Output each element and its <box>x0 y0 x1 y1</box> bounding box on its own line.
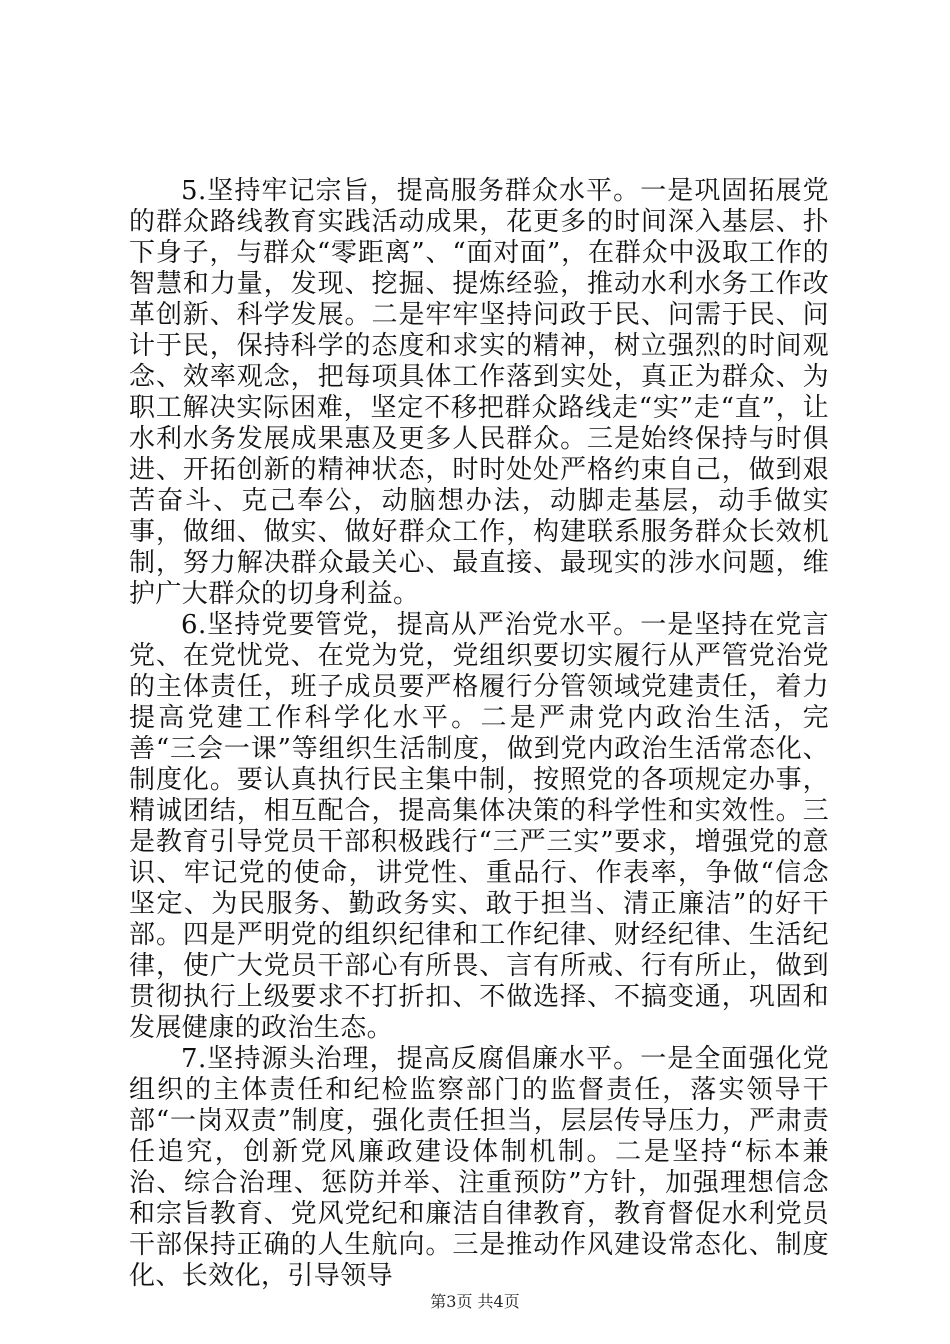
paragraph-item-7: 7.坚持源头治理，提高反腐倡廉水平。一是全面强化党组织的主体责任和纪检监察部门的监督责任，落实领导干部“一岗双责”制度，强化责任担当，层层传导压力，严肃责任追究，创新党风廉政建设体制机制。二是坚持“标本兼治、综合治理、惩防并举、注重预防”方针，加强理想信念和宗旨教育、党风党纪和廉洁自律教育，教育督促水利党员干部保持正确的人生航向。三是推动作风建设常态化、制度化、长效化，引导领导 <box>129 1044 829 1291</box>
paragraph-item-6: 6.坚持党要管党，提高从严治党水平。一是坚持在党言党、在党忧党、在党为党，党组织要切实履行从严管党治党的主体责任，班子成员要严格履行分管领域党建责任，着力提高党建工作科学化水平。二是严肃党内政治生活，完善“三会一课”等组织生活制度，做到党内政治生活常态化、制度化。要认真执行民主集中制，按照党的各项规定办事，精诚团结，相互配合，提高集体决策的科学性和实效性。三是教育引导党员干部积极践行“三严三实”要求，增强党的意识、牢记党的使命，讲党性、重品行、作表率，争做“信念坚定、为民服务、勤政务实、敢于担当、清正廉洁”的好干部。四是严明党的组织纪律和工作纪律、财经纪律、生活纪律，使广大党员干部心有所畏、言有所戒、行有所止，做到贯彻执行上级要求不打折扣、不做选择、不搞变通，巩固和发展健康的政治生态。 <box>129 610 829 1043</box>
page-footer: 第3页 共4页 <box>430 1292 520 1311</box>
paragraph-item-5: 5.坚持牢记宗旨，提高服务群众水平。一是巩固拓展党的群众路线教育实践活动成果，花更多的时间深入基层、扑下身子，与群众“零距离”、“面对面”，在群众中汲取工作的智慧和力量，发现、挖掘、提炼经验，推动水利水务工作改革创新、科学发展。二是牢牢坚持问政于民、问需于民、问计于民，保持科学的态度和求实的精神，树立强烈的时间观念、效率观念，把每项具体工作落到实处，真正为群众、为职工解决实际困难，坚定不移把群众路线走“实”走“直”，让水利水务发展成果惠及更多人民群众。三是始终保持与时俱进、开拓创新的精神状态，时时处处严格约束自己，做到艰苦奋斗、克己奉公，动脑想办法，动脚走基层，动手做实事，做细、做实、做好群众工作，构建联系服务群众长效机制，努力解决群众最关心、最直接、最现实的涉水问题，维护广大群众的切身利益。 <box>129 176 829 609</box>
document-body <box>129 176 829 1292</box>
